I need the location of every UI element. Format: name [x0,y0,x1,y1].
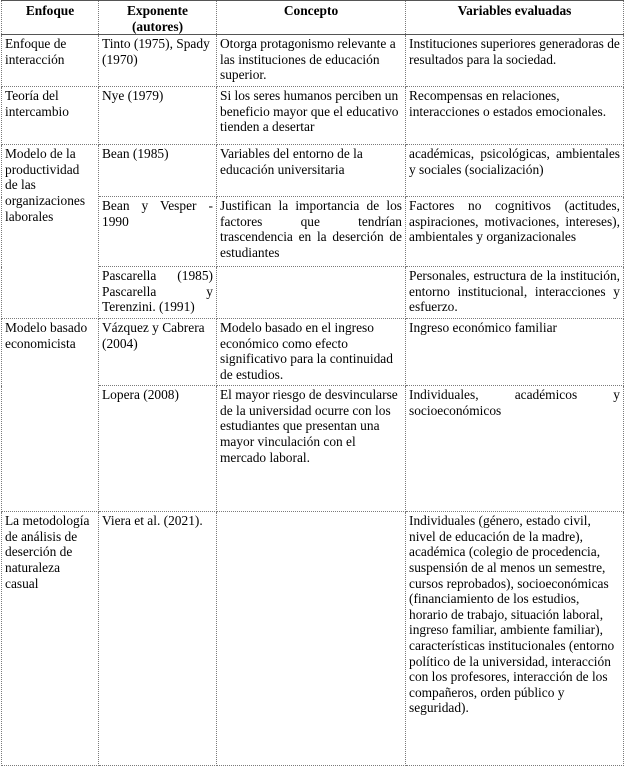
cell-enfoque: La metodología de análisis de deserción de naturaleza casual [2,512,99,766]
header-exponente: Exponente (autores) [99,1,217,35]
table-row [2,319,624,386]
cell-variables: Personales, estructura de la institución, entorno institucional, interacciones y esfuerzo. [406,267,624,319]
table-header-row [2,1,624,35]
cell-enfoque: Modelo basado economicista [2,319,99,512]
cell-concepto: Variables del entorno de la educación universitaria [217,145,406,197]
cell-concepto: Justifican la importancia de los factores que tendrían trascendencia en la deserción de estudiantes [217,197,406,267]
cell-concepto: Si los seres humanos perciben un beneficio mayor que el educativo tienden a desertar [217,87,406,145]
cell-variables: Recompensas en relaciones, interacciones o estados emocionales. [406,87,624,145]
cell-exponente: Vázquez y Cabrera (2004) [99,319,217,386]
cell-concepto: El mayor riesgo de desvincularse de la universidad ocurre con los estudiantes que presentan una mayor vinculación con el mercado laboral. [217,386,406,512]
cell-enfoque: Modelo de la productividad de las organizaciones laborales [2,145,99,319]
cell-variables: académicas, psicológicas, ambientales y sociales (socialización) [406,145,624,197]
cell-concepto [217,267,406,319]
cell-exponente: Nye (1979) [99,87,217,145]
cell-variables: Instituciones superiores generadoras de resultados para la sociedad. [406,35,624,87]
header-concepto: Concepto [217,1,406,35]
cell-exponente: Bean (1985) [99,145,217,197]
cell-exponente: Pascarella (1985) Pascarella y Terenzini. (1991) [99,267,217,319]
cell-variables: Individuales (género, estado civil, nivel de educación de la madre), académica (colegio de procedencia, suspensión de al menos un semestre, cursos reprobados), socioeconómicas (financiamiento de los estudios, horario de trabajo, situación laboral, ingreso familiar, ambiente familiar), características institucionales (entorno político de la universidad, interacción con los profesores, interacción de los compañeros, orden público y seguridad). [406,512,624,766]
table-row [2,35,624,87]
cell-exponente: Bean y Vesper - 1990 [99,197,217,267]
cell-variables: Factores no cognitivos (actitudes, aspiraciones, motivaciones, intereses), ambientales y organizacionales [406,197,624,267]
cell-concepto [217,512,406,766]
table-row [2,512,624,766]
approaches-table [1,0,624,766]
cell-exponente: Tinto (1975), Spady (1970) [99,35,217,87]
cell-exponente: Lopera (2008) [99,386,217,512]
header-enfoque: Enfoque [2,1,99,35]
cell-variables: Ingreso económico familiar [406,319,624,386]
cell-enfoque: Teoría del intercambio [2,87,99,145]
table-row [2,145,624,197]
header-variables: Variables evaluadas [406,1,624,35]
cell-variables: Individuales, académicos y socioeconómicos [406,386,624,512]
cell-concepto: Modelo basado en el ingreso económico como efecto significativo para la continuidad de estudios. [217,319,406,386]
cell-exponente: Viera et al. (2021). [99,512,217,766]
cell-enfoque: Enfoque de interacción [2,35,99,87]
table-row [2,87,624,145]
cell-concepto: Otorga protagonismo relevante a las instituciones de educación superior. [217,35,406,87]
